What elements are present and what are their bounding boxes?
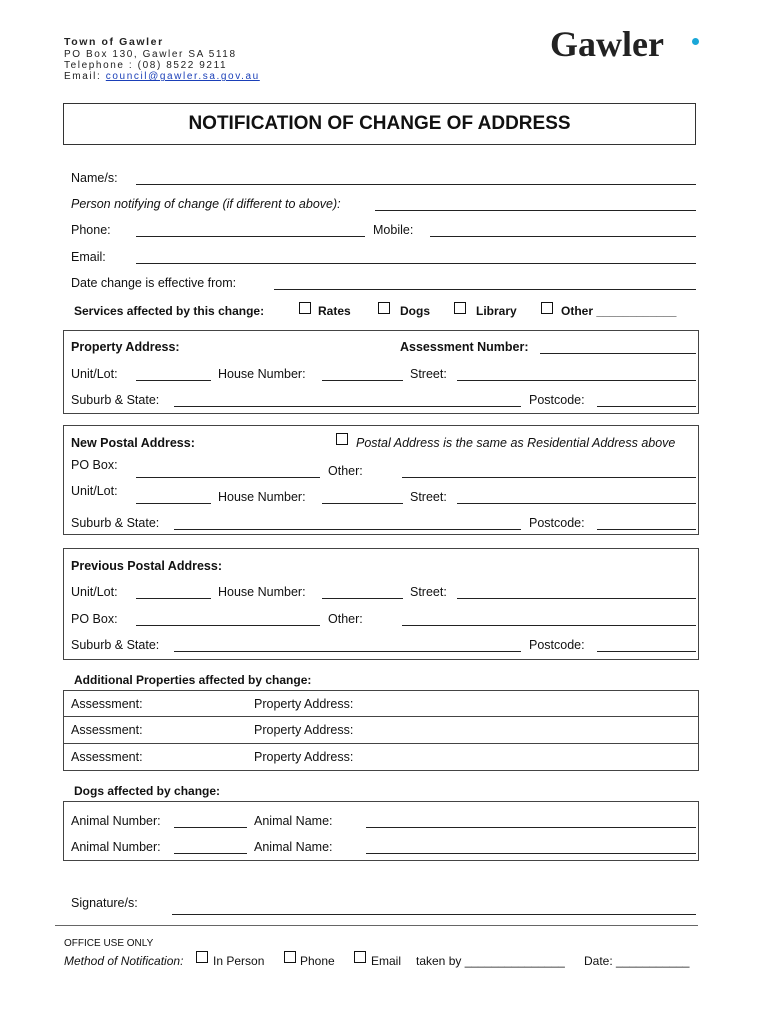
in-person-checkbox[interactable] bbox=[196, 951, 208, 963]
same-address-label: Postal Address is the same as Residential Address above bbox=[356, 436, 676, 450]
gawler-logo bbox=[550, 24, 664, 64]
new-other-label: Other: bbox=[328, 464, 363, 478]
property-street-field[interactable] bbox=[457, 380, 696, 381]
animal-number-label: Animal Number: bbox=[71, 814, 161, 828]
org-address: PO Box 130, Gawler SA 5118 bbox=[64, 49, 237, 60]
additional-row-divider bbox=[63, 716, 698, 717]
email-option-label: Email bbox=[371, 954, 402, 968]
signature-field[interactable] bbox=[172, 914, 696, 915]
email-field[interactable] bbox=[136, 263, 696, 264]
email-label: Email: bbox=[64, 71, 102, 82]
new-suburb-field[interactable] bbox=[174, 529, 521, 530]
dogs-heading: Dogs affected by change: bbox=[74, 784, 221, 798]
email-label-field: Email: bbox=[71, 250, 106, 264]
mobile-field[interactable] bbox=[430, 236, 696, 237]
animal-number-label: Animal Number: bbox=[71, 840, 161, 854]
prev-street-field[interactable] bbox=[457, 598, 696, 599]
additional-assessment-label: Assessment: bbox=[71, 723, 143, 737]
additional-property-label: Property Address: bbox=[254, 750, 354, 764]
property-postcode-label: Postcode: bbox=[529, 393, 585, 407]
rates-option-label: Rates bbox=[318, 304, 351, 318]
other-option-label: Other ____________ bbox=[561, 304, 677, 318]
new-unit-label: Unit/Lot: bbox=[71, 484, 118, 498]
prev-postcode-field[interactable] bbox=[597, 651, 696, 652]
additional-row-divider bbox=[63, 743, 698, 744]
new-unit-field[interactable] bbox=[136, 503, 211, 504]
property-address-heading: Property Address: bbox=[71, 340, 180, 354]
prev-unit-field[interactable] bbox=[136, 598, 211, 599]
names-field[interactable] bbox=[136, 184, 696, 185]
person-notifying-label: Person notifying of change (if different to above): bbox=[71, 197, 341, 211]
dogs-option-label: Dogs bbox=[400, 304, 430, 318]
office-heading: OFFICE USE ONLY bbox=[64, 938, 154, 949]
assessment-number-label: Assessment Number: bbox=[400, 340, 529, 354]
prev-suburb-label: Suburb & State: bbox=[71, 638, 160, 652]
property-suburb-field[interactable] bbox=[174, 406, 521, 407]
property-unit-label: Unit/Lot: bbox=[71, 367, 118, 381]
prev-postcode-label: Postcode: bbox=[529, 638, 585, 652]
dogs-checkbox[interactable] bbox=[378, 302, 390, 314]
in-person-label: In Person bbox=[213, 954, 265, 968]
office-date-label: Date: ___________ bbox=[584, 954, 690, 968]
new-postcode-field[interactable] bbox=[597, 529, 696, 530]
office-divider bbox=[55, 925, 698, 926]
library-checkbox[interactable] bbox=[454, 302, 466, 314]
email-link[interactable]: council@gawler.sa.gov.au bbox=[105, 71, 260, 82]
prev-suburb-field[interactable] bbox=[174, 651, 521, 652]
property-suburb-label: Suburb & State: bbox=[71, 393, 160, 407]
animal-name-field[interactable] bbox=[366, 853, 696, 854]
new-suburb-label: Suburb & State: bbox=[71, 516, 160, 530]
property-street-label: Street: bbox=[410, 367, 447, 381]
new-house-label: House Number: bbox=[218, 490, 306, 504]
additional-heading: Additional Properties affected by change: bbox=[74, 673, 312, 687]
names-label: Name/s: bbox=[71, 171, 118, 185]
property-unit-field[interactable] bbox=[136, 380, 211, 381]
new-house-field[interactable] bbox=[322, 503, 403, 504]
phone-option-label: Phone bbox=[300, 954, 335, 968]
additional-property-label: Property Address: bbox=[254, 697, 354, 711]
new-street-field[interactable] bbox=[457, 503, 696, 504]
new-pobox-field[interactable] bbox=[136, 477, 320, 478]
new-street-label: Street: bbox=[410, 490, 447, 504]
date-effective-field[interactable] bbox=[274, 289, 696, 290]
additional-table bbox=[63, 690, 699, 771]
phone-field[interactable] bbox=[136, 236, 365, 237]
email-checkbox[interactable] bbox=[354, 951, 366, 963]
person-notifying-field[interactable] bbox=[375, 210, 696, 211]
date-effective-label: Date change is effective from: bbox=[71, 276, 237, 290]
same-address-checkbox[interactable] bbox=[336, 433, 348, 445]
phone-checkbox[interactable] bbox=[284, 951, 296, 963]
animal-name-label: Animal Name: bbox=[254, 814, 333, 828]
method-label: Method of Notification: bbox=[64, 954, 184, 968]
new-postal-heading: New Postal Address: bbox=[71, 436, 195, 450]
logo-dot-icon bbox=[692, 38, 699, 45]
org-telephone: Telephone : (08) 8522 9211 bbox=[64, 60, 228, 71]
services-label: Services affected by this change: bbox=[74, 304, 265, 318]
other-checkbox[interactable] bbox=[541, 302, 553, 314]
property-house-field[interactable] bbox=[322, 380, 403, 381]
prev-other-label: Other: bbox=[328, 612, 363, 626]
mobile-label: Mobile: bbox=[373, 223, 414, 237]
prev-unit-label: Unit/Lot: bbox=[71, 585, 118, 599]
assessment-number-field[interactable] bbox=[540, 353, 696, 354]
additional-assessment-label: Assessment: bbox=[71, 750, 143, 764]
new-other-field[interactable] bbox=[402, 477, 696, 478]
additional-assessment-label: Assessment: bbox=[71, 697, 143, 711]
prev-pobox-label: PO Box: bbox=[71, 612, 118, 626]
animal-number-field[interactable] bbox=[174, 853, 247, 854]
new-postcode-label: Postcode: bbox=[529, 516, 585, 530]
page-title: NOTIFICATION OF CHANGE OF ADDRESS bbox=[63, 103, 696, 145]
taken-by-label: taken by _______________ bbox=[416, 954, 565, 968]
prev-house-label: House Number: bbox=[218, 585, 306, 599]
additional-property-label: Property Address: bbox=[254, 723, 354, 737]
animal-name-field[interactable] bbox=[366, 827, 696, 828]
prev-pobox-field[interactable] bbox=[136, 625, 320, 626]
signature-label: Signature/s: bbox=[71, 896, 138, 910]
phone-label: Phone: bbox=[71, 223, 111, 237]
new-pobox-label: PO Box: bbox=[71, 458, 118, 472]
prev-house-field[interactable] bbox=[322, 598, 403, 599]
property-house-label: House Number: bbox=[218, 367, 306, 381]
library-option-label: Library bbox=[476, 304, 517, 318]
rates-checkbox[interactable] bbox=[299, 302, 311, 314]
org-email-row bbox=[64, 71, 260, 83]
property-postcode-field[interactable] bbox=[597, 406, 696, 407]
previous-postal-heading: Previous Postal Address: bbox=[71, 559, 222, 573]
prev-street-label: Street: bbox=[410, 585, 447, 599]
animal-number-field[interactable] bbox=[174, 827, 247, 828]
animal-name-label: Animal Name: bbox=[254, 840, 333, 854]
prev-other-field[interactable] bbox=[402, 625, 696, 626]
logo-text: Gawler bbox=[550, 24, 664, 64]
org-name: Town of Gawler bbox=[64, 36, 164, 48]
